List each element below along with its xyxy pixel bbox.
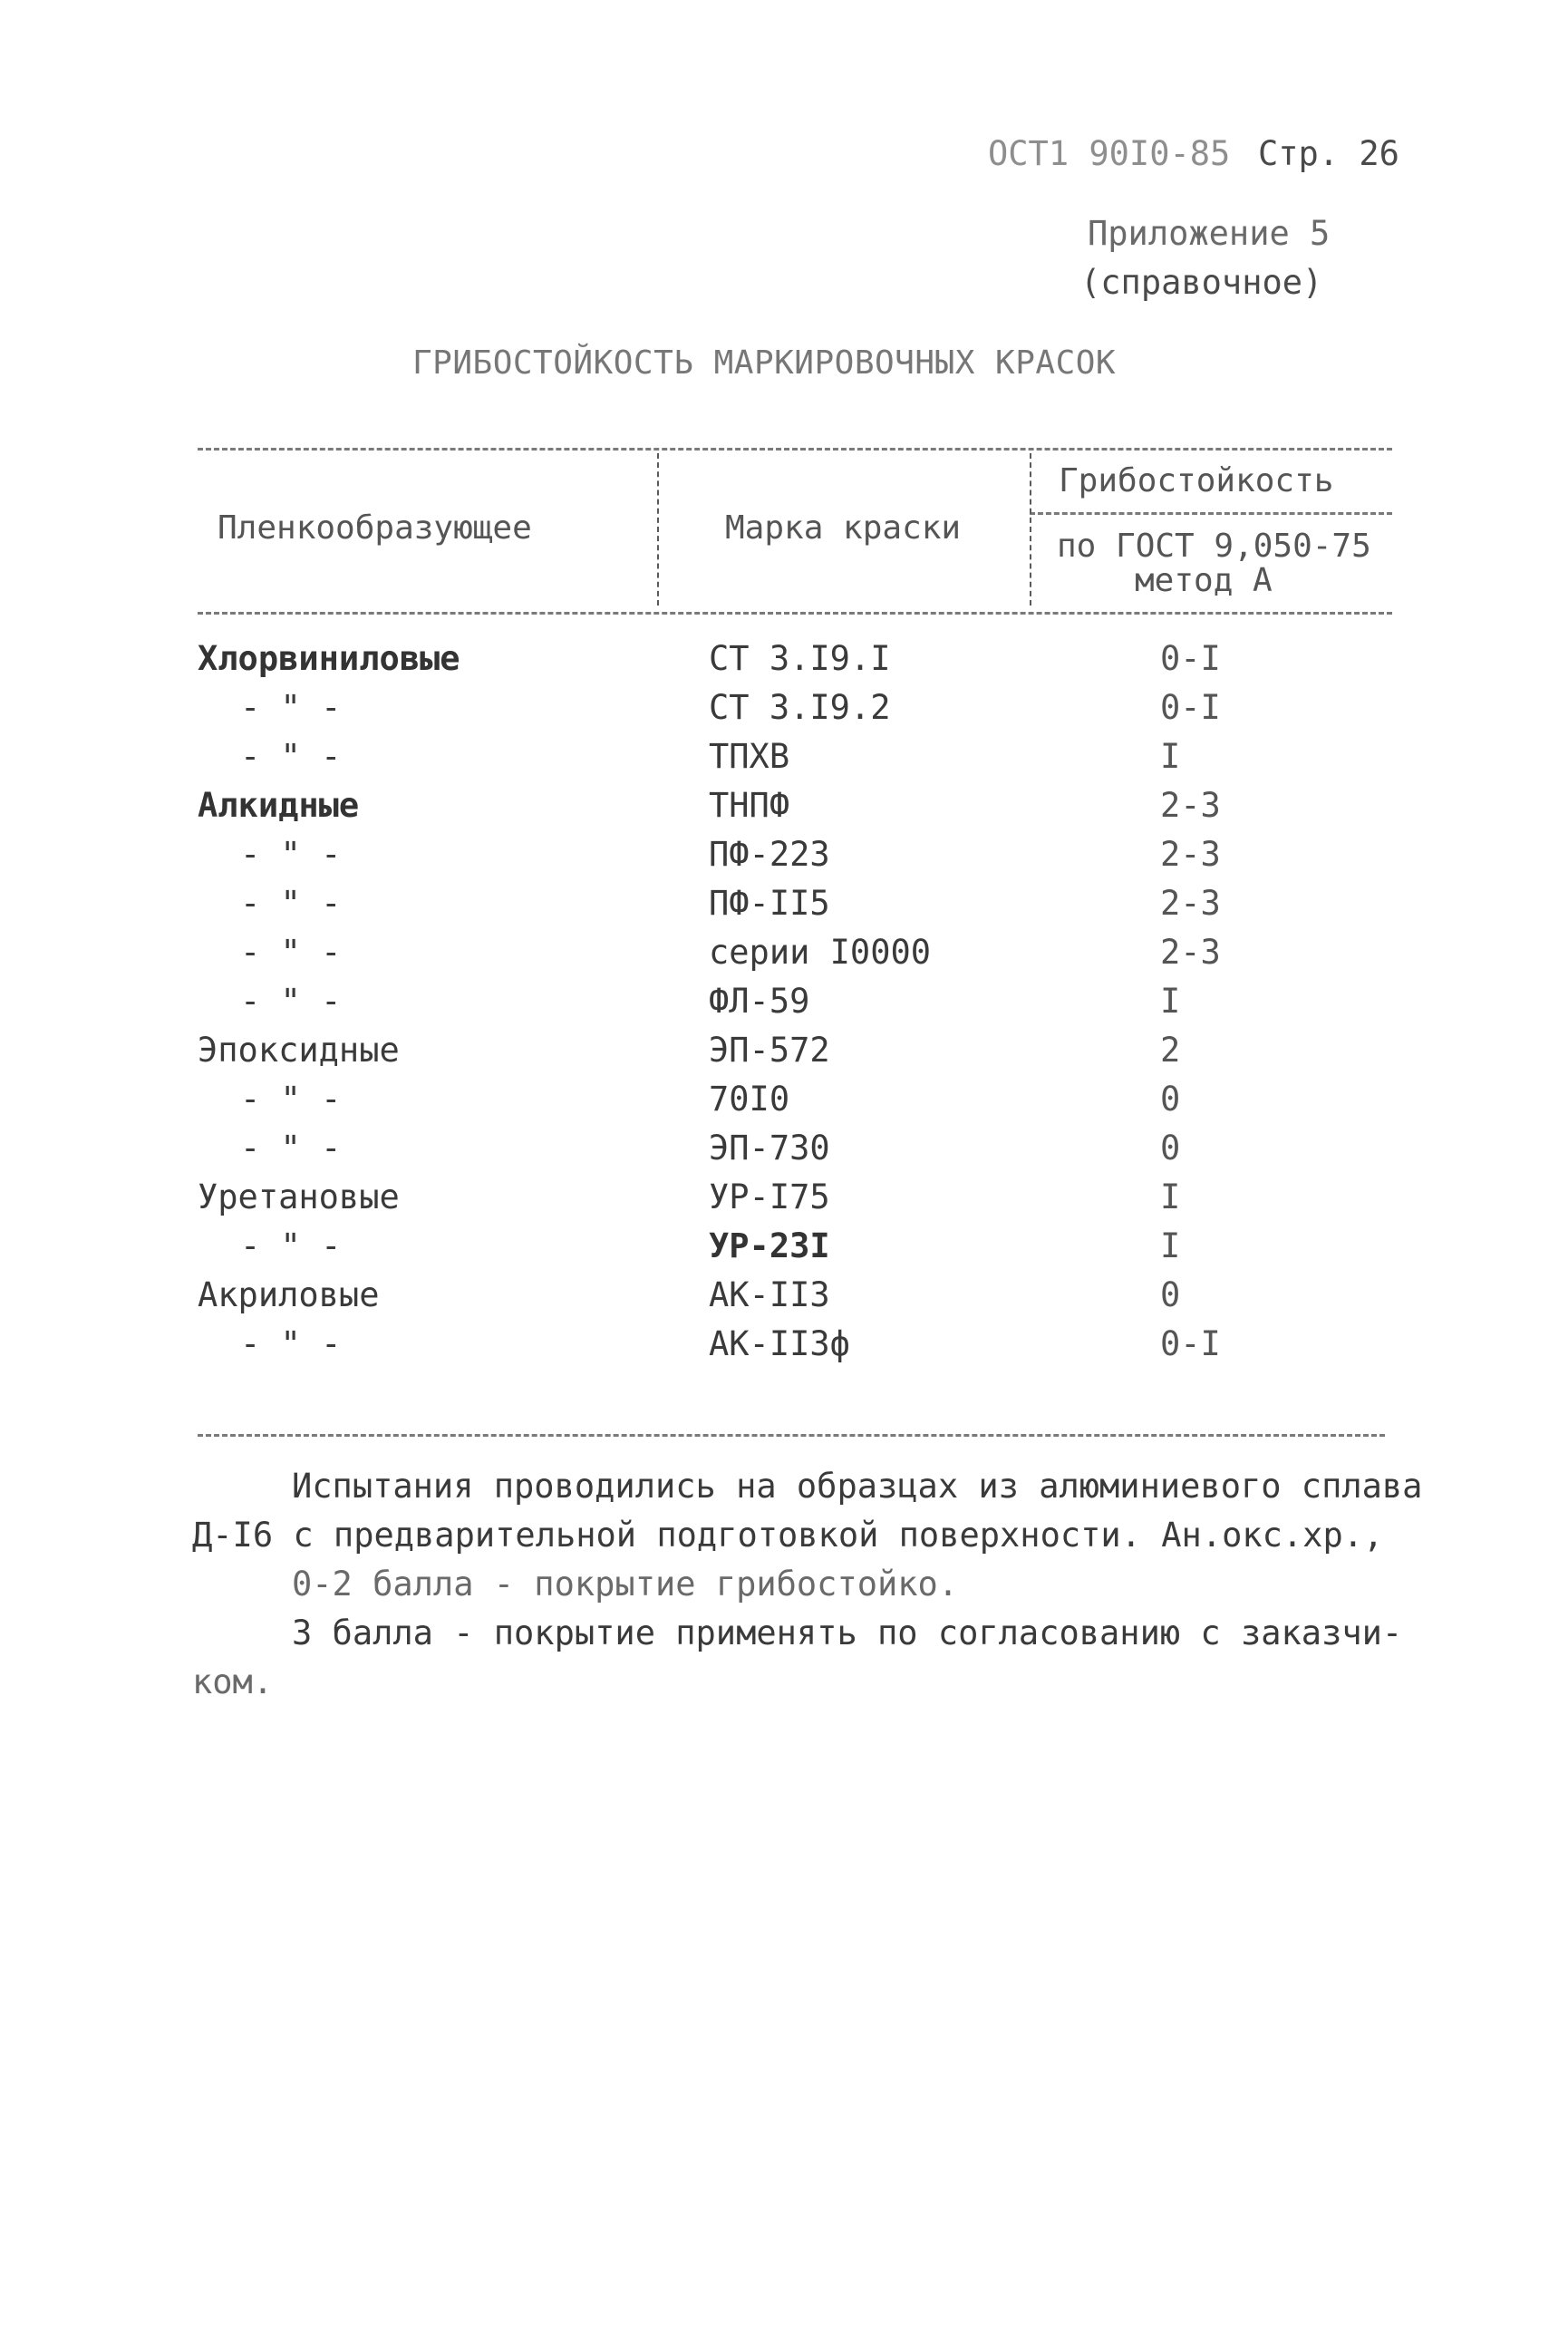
- table-column-divider-1: [657, 453, 659, 606]
- table-header-bottom-rule: [198, 612, 1392, 615]
- row-5-film-former: - " -: [240, 835, 342, 874]
- row-3-value: I: [1160, 737, 1181, 776]
- row-3-film-former: - " -: [240, 737, 342, 776]
- row-2-brand: СТ 3.I9.2: [709, 688, 891, 727]
- row-14-value: 0: [1160, 1275, 1181, 1314]
- row-8-brand: ФЛ-59: [709, 982, 810, 1021]
- row-7-brand: серии I0000: [709, 933, 932, 972]
- header-film-former: Пленкообразующее: [218, 509, 532, 547]
- row-15-film-former: - " -: [240, 1324, 342, 1363]
- row-4-film-former: Алкидные: [198, 786, 360, 825]
- row-9-film-former: Эпоксидные: [198, 1031, 400, 1070]
- row-5-brand: ПФ-223: [709, 835, 830, 874]
- row-2-value: 0-I: [1160, 688, 1221, 727]
- row-10-brand: 70I0: [709, 1080, 790, 1119]
- note-line-5: ком.: [192, 1662, 274, 1701]
- table-bottom-rule: [198, 1434, 1385, 1437]
- row-13-brand: УР-23I: [709, 1226, 830, 1265]
- row-9-value: 2: [1160, 1031, 1181, 1070]
- row-12-film-former: Уретановые: [198, 1177, 400, 1216]
- row-10-value: 0: [1160, 1080, 1181, 1119]
- row-12-value: I: [1160, 1177, 1181, 1216]
- table-column-divider-2: [1030, 453, 1031, 606]
- appendix-label: Приложение 5: [1088, 214, 1331, 253]
- header-method-line2: метод А: [1135, 562, 1273, 599]
- row-14-film-former: Акриловые: [198, 1275, 380, 1314]
- page-number: Стр. 26: [1258, 134, 1399, 173]
- row-1-value: 0-I: [1160, 639, 1221, 678]
- row-11-brand: ЭП-730: [709, 1129, 830, 1168]
- page-title: ГРИБОСТОЙКОСТЬ МАРКИРОВОЧНЫХ КРАСОК: [412, 344, 1117, 382]
- header-fungus-resistance: Грибостойкость: [1059, 462, 1334, 499]
- row-14-brand: АК-II3: [709, 1275, 830, 1314]
- row-15-value: 0-I: [1160, 1324, 1221, 1363]
- table-top-rule: [198, 448, 1392, 451]
- row-3-brand: ТПХВ: [709, 737, 790, 776]
- header-method-line1: по ГОСТ 9,050-75: [1057, 528, 1371, 565]
- row-5-value: 2-3: [1160, 835, 1221, 874]
- note-line-2: Д-I6 с предварительной подготовкой поверхности. Ан.окс.хр.,: [192, 1516, 1384, 1555]
- row-10-film-former: - " -: [240, 1080, 342, 1119]
- row-13-film-former: - " -: [240, 1226, 342, 1265]
- row-6-value: 2-3: [1160, 884, 1221, 923]
- note-line-3: 0-2 балла - покрытие грибостойко.: [292, 1565, 959, 1604]
- table-subheader-rule: [1030, 512, 1392, 515]
- row-4-brand: ТНПФ: [709, 786, 790, 825]
- row-9-brand: ЭП-572: [709, 1031, 830, 1070]
- document-code: ОСТ1 90I0-85: [988, 134, 1231, 173]
- row-12-brand: УР-I75: [709, 1177, 830, 1216]
- row-8-film-former: - " -: [240, 982, 342, 1021]
- row-11-value: 0: [1160, 1129, 1181, 1168]
- row-1-brand: СТ 3.I9.I: [709, 639, 891, 678]
- row-7-film-former: - " -: [240, 933, 342, 972]
- row-2-film-former: - " -: [240, 688, 342, 727]
- row-6-brand: ПФ-II5: [709, 884, 830, 923]
- header-paint-brand: Марка краски: [725, 509, 962, 547]
- row-1-film-former: Хлорвиниловые: [198, 639, 460, 678]
- row-6-film-former: - " -: [240, 884, 342, 923]
- note-line-1: Испытания проводились на образцах из алюминиевого сплава: [292, 1467, 1423, 1506]
- row-4-value: 2-3: [1160, 786, 1221, 825]
- row-13-value: I: [1160, 1226, 1181, 1265]
- row-7-value: 2-3: [1160, 933, 1221, 972]
- note-line-4: 3 балла - покрытие применять по согласованию с заказчи-: [292, 1613, 1403, 1652]
- appendix-type: (справочное): [1080, 263, 1323, 302]
- row-11-film-former: - " -: [240, 1129, 342, 1168]
- row-15-brand: АК-II3ф: [709, 1324, 850, 1363]
- row-8-value: I: [1160, 982, 1181, 1021]
